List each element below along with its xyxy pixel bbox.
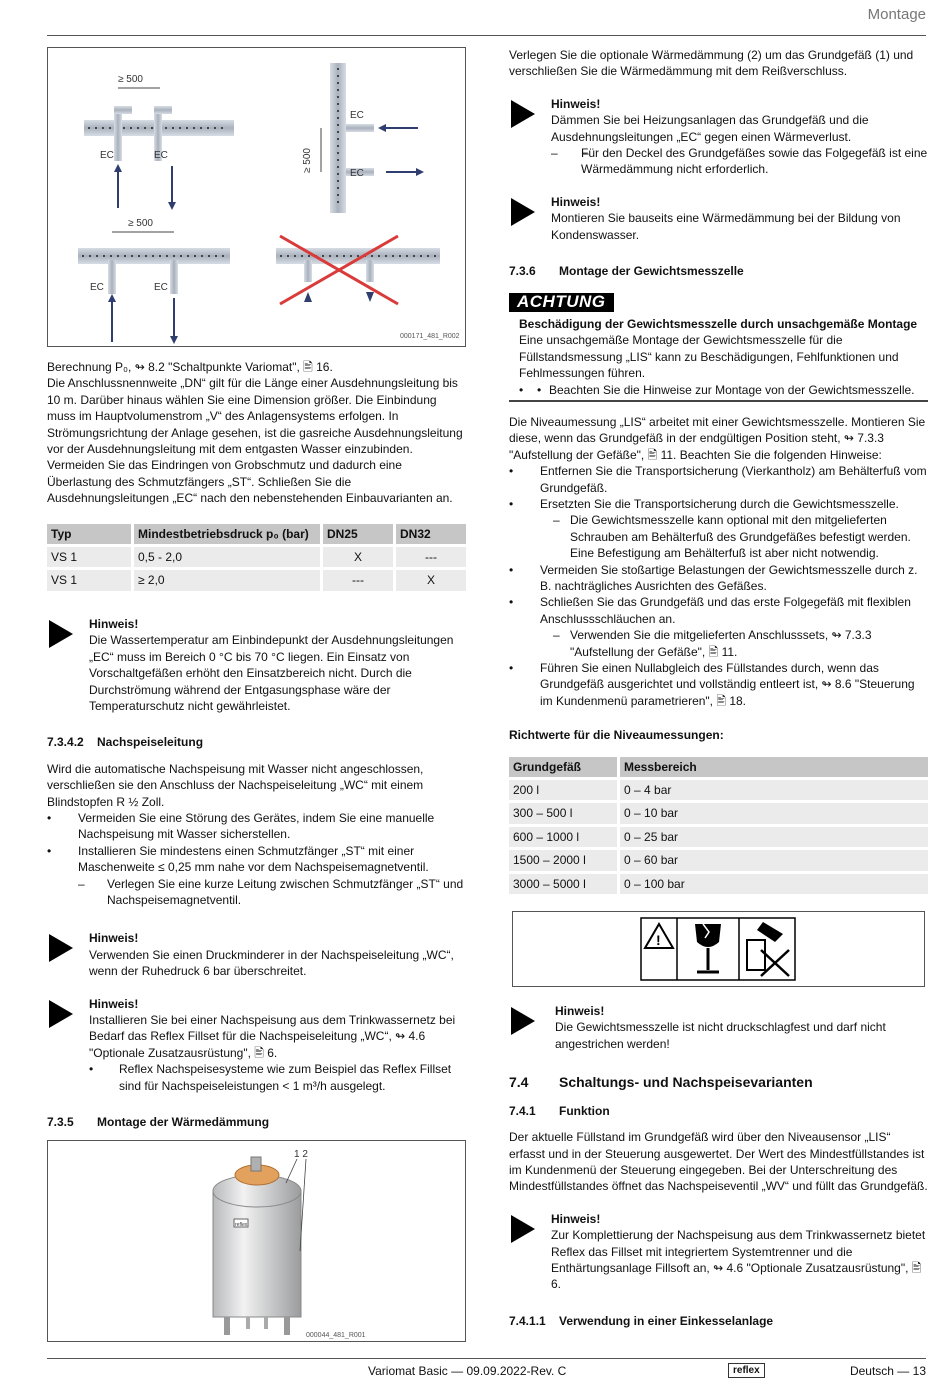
table-cell: X: [323, 547, 393, 567]
dash-item: – Verwenden Sie die mitgelieferten Anschlusssets, ↬ 7.3.3 "Aufstellung der Gefäße", 🖹 11.: [509, 627, 928, 660]
bullet-item: • Ersetzten Sie die Transportsicherung durch die Gewichtsmesszelle.: [509, 496, 928, 512]
dim-label-500a: ≥ 500: [118, 74, 143, 85]
dash-item: – – Für den Deckel des Grundgefäßes sowie das Folgegefäß ist eine Wärmedämmung nicht erforderlich.: [551, 145, 928, 178]
table-row: [47, 547, 466, 567]
table-header: Messbereich: [620, 757, 928, 777]
hinweis-arrow-icon: [511, 100, 535, 128]
section-title: Montage der Wärmedämmung: [97, 1115, 270, 1130]
table-mindestbetriebsdruck: [44, 521, 469, 594]
table-header: Mindestbetriebsdruck p₀ (bar): [134, 524, 320, 544]
bullet-item: • • Beachten Sie die Hinweise zur Montage von der Gewichtsmesszelle.: [519, 382, 928, 398]
paragraph-funktion: Der aktuelle Füllstand im Grundgefäß wird über den Niveausensor „LIS“ erfasst und in der Steuerung ausgewertet. Der Wert des Mindestfüllstandes ist im Kundenmenü der Steuerung eingegeben. Bei der Unterschreitung des Mindestfüllstandes öffnet das Nachspeiseventil „WV“ und füllt das Grundgefäß.: [509, 1130, 928, 1194]
paragraph-nachspeisung: Wird die automatische Nachspeisung mit Wasser nicht angeschlossen, verschließen sie den Anschluss der Nachspeiseleitung „WC“ mit einem Blindstopfen R ½ Zoll.: [47, 761, 424, 809]
svg-text:!: !: [656, 932, 661, 949]
table-cell: 0 – 100 bar: [620, 874, 928, 894]
right-column: [509, 47, 928, 1339]
hinweis-heizungsanlagen: [509, 96, 928, 178]
table-cell: 300 – 500 l: [509, 803, 617, 823]
table-row: [509, 780, 928, 800]
table-cell: VS 1: [47, 547, 131, 567]
svg-text:EC: EC: [350, 110, 364, 121]
achtung-title: Beschädigung der Gewichtsmesszelle durch unsachgemäße Montage: [519, 316, 918, 331]
bullet-item: • Vermeiden Sie eine Störung des Gerätes, indem Sie eine manuelle Nachspeisung mit Wasser sicherstellen.: [47, 810, 466, 843]
svg-text:EC: EC: [100, 150, 114, 161]
table-messbereich: [506, 754, 931, 897]
section-number: 7.4.1: [509, 1103, 536, 1118]
richtwerte-title: Richtwerte für die Niveaumessungen:: [509, 728, 724, 743]
bullet-item: • Installieren Sie mindestens einen Schmutzfänger „ST“ mit einer Maschenweite ≤ 0,25 mm nahe vor dem Nachspeisemagnetventil.: [47, 843, 466, 876]
hinweis-text: Dämmen Sie bei Heizungsanlagen das Grundgefäß und die Ausdehnungsleitungen „EC“ gegen einen Wärmeverlust.: [551, 113, 869, 144]
achtung-label: ACHTUNG: [509, 293, 614, 311]
section-title: Montage der Gewichtsmesszelle: [559, 264, 744, 279]
hinweis-title: Hinweis!: [551, 194, 601, 209]
warning-symbols: [513, 912, 924, 986]
section-number: 7.3.6: [509, 264, 536, 279]
bullet-item: • Entfernen Sie die Transportsicherung (Vierkantholz) am Behälterfuß vom Grundgefäß.: [509, 463, 928, 496]
table-row: [509, 803, 928, 823]
paragraph-grobschmutz: Vermeiden Sie das Eindringen von Grobschmutz und dadurch eine Überlastung des Schmutzfängers „ST“. Schließen Sie die Ausdehnungsleitungen „EC“ nach den nebenstehenden Einbauvarianten an.: [47, 458, 453, 506]
svg-text:EC: EC: [154, 282, 168, 293]
section-heading-736: [509, 263, 928, 279]
section-number: 7.4.1.1: [509, 1313, 546, 1328]
table-cell: 1500 – 2000 l: [509, 850, 617, 870]
hinweis-title: Hinweis!: [89, 616, 139, 631]
hinweis-kondenswasser: [509, 194, 928, 243]
section-number: 7.3.4.2: [47, 735, 84, 750]
table-row: [509, 850, 928, 870]
bullet-item: • Vermeiden Sie stoßartige Belastungen der Gewichtsmesszelle durch z. B. nachträgliches Ausrichten des Gefäßes.: [509, 562, 928, 595]
table-cell: ---: [396, 547, 466, 567]
table-header: DN32: [396, 524, 466, 544]
table-cell: 0 – 4 bar: [620, 780, 928, 800]
dim-label-500c: ≥ 500: [128, 218, 153, 229]
table-header-row: [47, 524, 466, 544]
page-header-title: Montage: [867, 6, 926, 23]
hinweis-title: Hinweis!: [89, 996, 139, 1011]
footer-page-number: Deutsch — 13: [849, 1364, 926, 1378]
section-title: Funktion: [559, 1103, 610, 1118]
achtung-box: [509, 316, 928, 402]
vessel-illustration: [48, 1141, 465, 1341]
hinweis-arrow-icon: [49, 1000, 73, 1028]
svg-text:EC: EC: [90, 282, 104, 293]
achtung-text: Eine unsachgemäße Montage der Gewichtsmesszelle für die Füllstandsmessung „LIS“ kann zu Beschädigungen, Fehlfunktionen und Fehlmessungen führen.: [519, 333, 899, 381]
table-header: Grundgefäß: [509, 757, 617, 777]
figure-expansion-lines: [47, 47, 466, 347]
hinweis-arrow-icon: [511, 198, 535, 226]
section-number: 7.3.5: [47, 1115, 74, 1130]
hinweis-druckschlag: [509, 1003, 928, 1052]
table-row: [509, 827, 928, 847]
footer-document-title: Variomat Basic — 09.09.2022-Rev. C: [368, 1364, 567, 1378]
section-title: Verwendung in einer Einkesselanlage: [559, 1313, 774, 1328]
dash-item: – Verlegen Sie eine kurze Leitung zwischen Schmutzfänger „ST“ und Nachspeisemagnetventil.: [47, 876, 466, 909]
table-cell: 0,5 - 2,0: [134, 547, 320, 567]
section-heading-741: [509, 1103, 928, 1119]
hinweis-arrow-icon: [511, 1215, 535, 1243]
table-cell: 200 l: [509, 780, 617, 800]
section-title: Nachspeiseleitung: [97, 735, 204, 750]
paragraph-anschlussnennweite: Die Anschlussnennweite „DN“ gilt für die Länge einer Ausdehnungsleitung bis 10 m. Darüber hinaus wählen Sie eine Dimension größer. Die Einbindung muss im Hauptvolumenstrom „V“ des Anlagensystems erfolgen. In Strömungsrichtung der Anlage gesehen, ist die gasreiche Ausdehnungsleitung vor der Ausdehnungsleitung mit dem entgasten Wasser einzubinden.: [47, 376, 463, 457]
hinweis-arrow-icon: [49, 934, 73, 962]
hinweis-title: Hinweis!: [551, 96, 601, 111]
paragraph-niveaumessung: Die Niveaumessung „LIS“ arbeitet mit einer Gewichtsmesszelle. Montieren Sie diese, wenn das Grundgefäß in der endgültigen Position steht, ↬ 7.3.3 "Aufstellung der Gefäße", 🖹 11. Beachten Sie die folgenden Hinweise:: [509, 414, 926, 462]
vessel-logo: reflex: [235, 1222, 248, 1229]
section-number: 7.4: [509, 1074, 529, 1091]
hinweis-text: Die Gewichtsmesszelle ist nicht druckschlagfest und darf nicht angestrichen werden!: [555, 1020, 886, 1051]
table-cell: ---: [323, 570, 393, 590]
hinweis-text: Installieren Sie bei einer Nachspeisung aus dem Trinkwassernetz bei Bedarf das Reflex Fillset für die Nachspeiseleitung „WC“, ↬ 4.6 "Optionale Zusatzausrüstung", 🖹 6.: [89, 1013, 456, 1060]
left-column: [47, 47, 466, 1342]
hinweis-fillset: [47, 996, 466, 1094]
svg-text:EC: EC: [154, 150, 168, 161]
hinweis-title: Hinweis!: [555, 1004, 605, 1019]
footer-divider: [47, 1358, 926, 1359]
hinweis-text: Die Wassertemperatur am Einbindepunkt der Ausdehnungsleitungen „EC“ muss im Bereich 0 °C bis 70 °C liegen. Ein Einsatz von Vorschaltgefäßen erhöht den Einsatzbereich nicht. Durch die Durchströmung während der Entgasungsphase wäre der Temperaturschutz nicht gewährleistet.: [89, 633, 454, 713]
footer-reflex-logo: reflex: [728, 1363, 765, 1378]
section-heading-74: [509, 1074, 928, 1090]
table-cell: 0 – 10 bar: [620, 803, 928, 823]
hinweis-title: Hinweis!: [551, 1211, 601, 1226]
table-row: [47, 570, 466, 590]
hinweis-arrow-icon: [49, 620, 73, 648]
figure-labels-1-2: 1 2: [294, 1149, 308, 1161]
dim-label-500b: ≥ 500: [302, 148, 313, 173]
expansion-line-diagram: [48, 48, 465, 346]
table-header: DN25: [323, 524, 393, 544]
dash-item: – Die Gewichtsmesszelle kann optional mit den mitgelieferten Schrauben am Behälterfuß des Grundgefäßes befestigt werden. Eine Befestigung am Behälterfuß ist aber nicht notwendig.: [509, 512, 928, 561]
bullet-item: • Führen Sie einen Nullabgleich des Füllstandes durch, wenn das Grundgefäß ausgerichtet und vollständig entleert ist, ↬ 8.6 "Steuerung im Kundenmenü parametrieren", 🖹 18.: [509, 660, 928, 709]
hinweis-druckminderer: [47, 930, 466, 979]
paragraph-waermedaemmung: Verlegen Sie die optionale Wärmedämmung (2) um das Grundgefäß (1) und verschließen Sie die Wärmedämmung mit dem Reißverschluss.: [509, 48, 914, 79]
hinweis-wassertemperatur: [47, 616, 466, 714]
table-header: Typ: [47, 524, 131, 544]
svg-text:EC: EC: [350, 168, 364, 179]
table-cell: VS 1: [47, 570, 131, 590]
paragraph-berechnung: Berechnung P₀, ↬ 8.2 "Schaltpunkte Variomat", 🖹 16.: [47, 360, 333, 374]
bullet-item: • Reflex Nachspeisesysteme wie zum Beispiel das Reflex Fillset sind für Nachspeiseleistungen < 1 m³/h ausgelegt.: [89, 1061, 466, 1094]
table-cell: 0 – 25 bar: [620, 827, 928, 847]
section-heading-735: [47, 1114, 466, 1130]
section-heading-7411: [509, 1313, 928, 1329]
figure-code: 000171_481_R002: [400, 333, 460, 340]
section-heading-7342: [47, 734, 466, 750]
hinweis-text: Zur Komplettierung der Nachspeisung aus dem Trinkwassernetz bietet Reflex das Fillset mit integriertem Systemtrenner und die Enthärtungsanlage Fillsoft an, ↬ 4.6 "Optionale Zusatzausrüstung", 🖹 6.: [551, 1228, 926, 1292]
hinweis-text: Montieren Sie bauseits eine Wärmedämmung bei der Bildung von Kondenswasser.: [551, 211, 901, 242]
hinweis-title: Hinweis!: [89, 931, 139, 946]
hinweis-arrow-icon: [511, 1007, 535, 1035]
header-divider: [47, 35, 926, 36]
table-row: [509, 874, 928, 894]
hinweis-text: Verwenden Sie einen Druckminderer in der Nachspeiseleitung „WC“, wenn der Ruhedruck 6 bar überschreitet.: [89, 947, 454, 979]
section-title: Schaltungs- und Nachspeisevarianten: [559, 1074, 813, 1091]
figure-warning-symbols: [512, 911, 925, 987]
figure-insulation: [47, 1140, 466, 1342]
figure-code: 000044_481_R001: [306, 1332, 366, 1340]
hinweis-komplettierung: [509, 1211, 928, 1293]
bullet-item: • Schließen Sie das Grundgefäß und das erste Folgegefäß mit flexiblen Anschlussschläuchen an.: [509, 594, 928, 627]
table-cell: ≥ 2,0: [134, 570, 320, 590]
table-cell: X: [396, 570, 466, 590]
table-header-row: [509, 757, 928, 777]
table-cell: 0 – 60 bar: [620, 850, 928, 870]
table-cell: 3000 – 5000 l: [509, 874, 617, 894]
table-cell: 600 – 1000 l: [509, 827, 617, 847]
